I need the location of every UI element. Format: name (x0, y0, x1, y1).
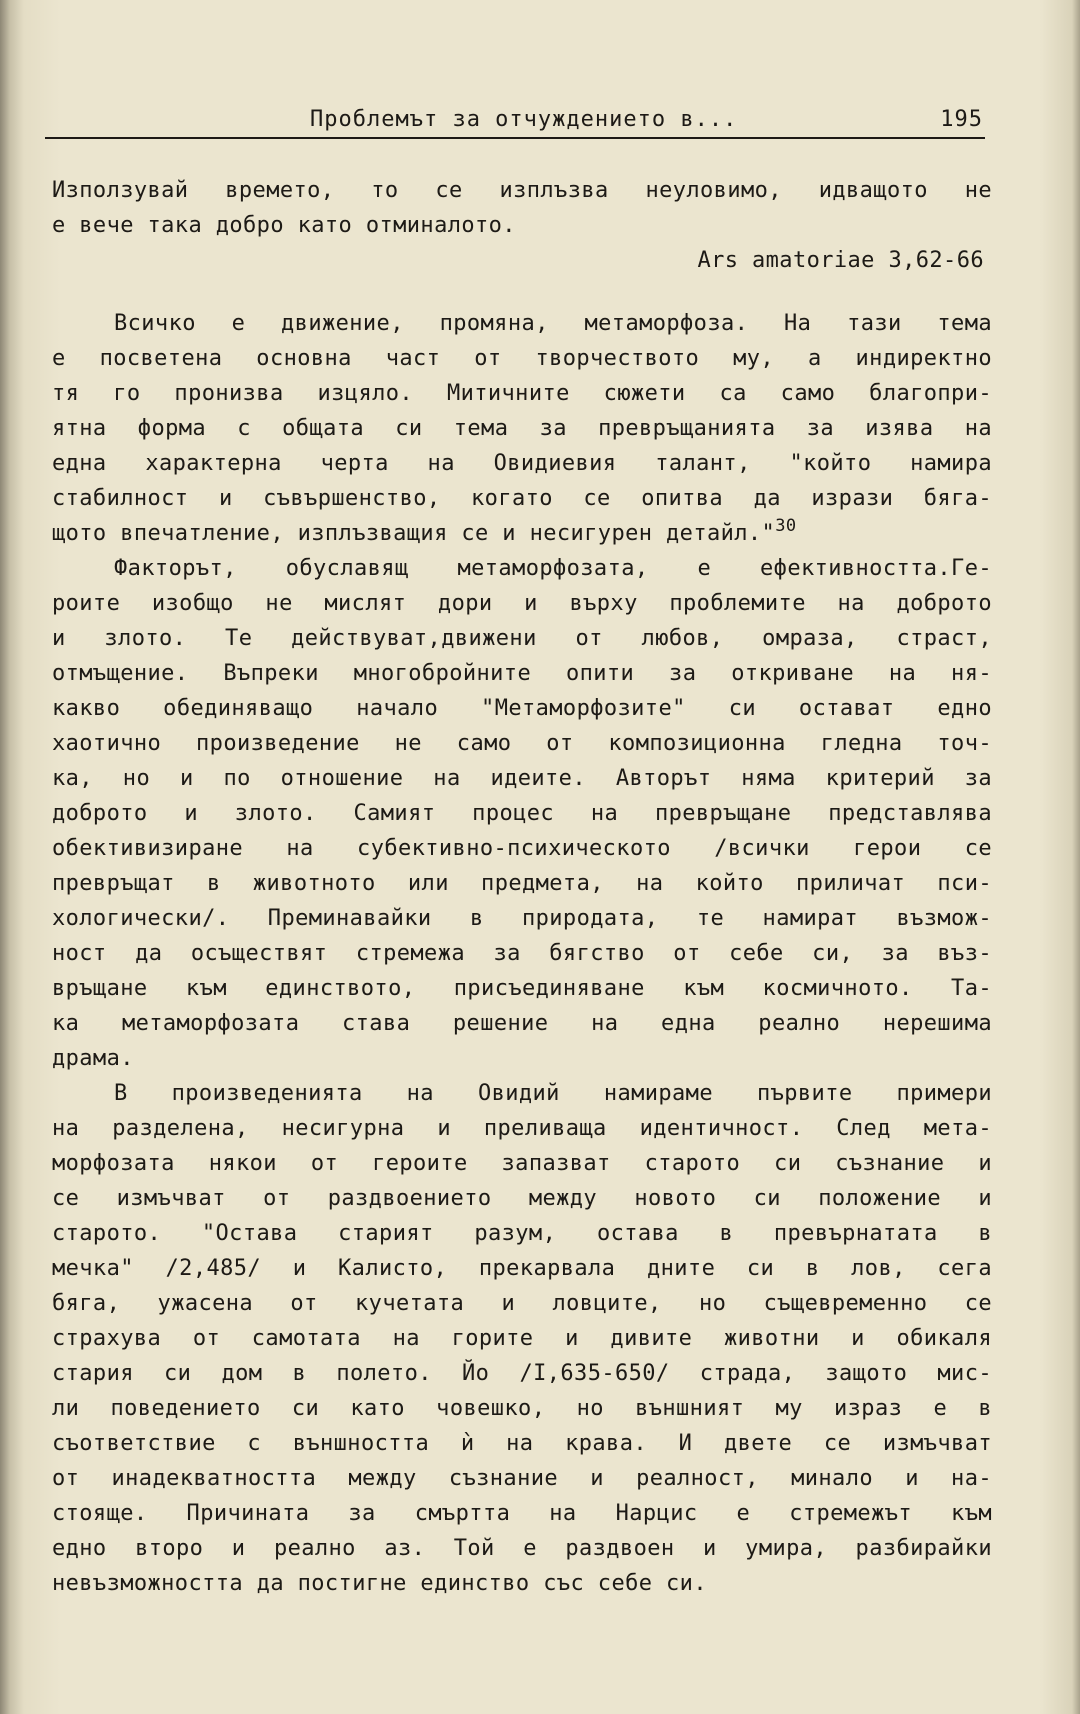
footnote-reference: 30 (775, 516, 797, 536)
paragraph-line: стария си дом в полето. Йо /I,635-650/ страда, защото мис- (52, 1361, 992, 1386)
paragraph-line: на разделена, несигурна и преливаща идентичност. След мета- (52, 1116, 992, 1141)
body-text (52, 173, 992, 1601)
paragraph-line: превръщат в животното или предмета, на който приличат пси- (52, 871, 992, 896)
paragraph-line: ли поведението си като човешко, но външният му израз е в (52, 1396, 992, 1421)
paragraph-line: страхува от самотата на горите и дивите животни и обикаля (52, 1326, 992, 1351)
paragraph-line: хологически/. Преминавайки в природата, те намират възмож- (52, 906, 992, 931)
paragraph-line (52, 516, 992, 551)
paragraph-line-text: щото впечатление, изплъзващия се и несигурен детайл." (52, 521, 776, 546)
paragraph-line: се измъчват от раздвоението между новото си положение и (52, 1186, 992, 1211)
header-rule (45, 137, 985, 139)
running-header (45, 103, 985, 139)
paragraph-line: ка, но и по отношение на идеите. Авторът няма критерий за (52, 766, 992, 791)
paragraph-line: съответствие с външността ѝ на крава. И двете се измъчват (52, 1431, 992, 1456)
paragraph-line: връщане към единството, присъединяване към космичното. Та- (52, 976, 992, 1001)
paragraph-line: какво обединяващо начало "Метаморфозите" си остават едно (52, 696, 992, 721)
quote-line: е вече така добро като отминалото. (52, 213, 516, 238)
paragraph-line: и злото. Те действуват,движени от любов, омраза, страст, (52, 626, 992, 651)
paragraph-line: ка метаморфозата става решение на една реално нерешима (52, 1011, 992, 1036)
paragraph-line: доброто и злото. Самият процес на превръщане представлява (52, 801, 992, 826)
paragraph-line: стояще. Причината за смъртта на Нарцис е стремежът към (52, 1501, 992, 1526)
quote-line: Използувай времето, то се изплъзва неуловимо, идващото не (52, 178, 992, 203)
paragraph-line: стабилност и съвършенство, когато се опитва да изрази бяга- (52, 486, 992, 511)
paragraph-line: едно второ и реално аз. Той е раздвоен и умира, разбирайки (52, 1536, 992, 1561)
paragraph-gap (52, 278, 992, 306)
paragraph-line: старото. "Остава старият разум, остава в превърнатата в (52, 1221, 992, 1246)
paragraph-line: Факторът, обуславящ метаморфозата, е ефективността.Ге- (114, 556, 992, 581)
paragraph-line: драма. (52, 1046, 134, 1071)
paragraph-line: е посветена основна част от творчеството му, а индиректно (52, 346, 992, 371)
paragraph-line: отмъщение. Въпреки многобройните опити за откриване на ня- (52, 661, 992, 686)
paragraph-line: бяга, ужасена от кучетата и ловците, но същевременно се (52, 1291, 992, 1316)
paragraph-line: В произведенията на Овидий намираме първите примери (114, 1081, 992, 1106)
paragraph-line: ност да осъществят стремежа за бягство от себе си, за въз- (52, 941, 992, 966)
paragraph-line: тя го пронизва изцяло. Митичните сюжети са само благопри- (52, 381, 992, 406)
paragraph-line: ятна форма с общата си тема за превръщанията за изява на (52, 416, 992, 441)
paragraph-line: Всичко е движение, промяна, метаморфоза. На тази тема (114, 311, 992, 336)
paragraph-line: невъзможността да постигне единство със себе си. (52, 1571, 707, 1596)
paragraph-line: една характерна черта на Овидиевия талант, "който намира (52, 451, 992, 476)
paragraph-line: мечка" /2,485/ и Калисто, прекарвала дните си в лов, сега (52, 1256, 992, 1281)
page-number: 195 (940, 107, 983, 132)
paragraph-line: роите изобщо не мислят дори и върху проблемите на доброто (52, 591, 992, 616)
paragraph-line: морфозата някои от героите запазват старото си съзнание и (52, 1151, 992, 1176)
quote-source: Ars amatoriae 3,62-66 (697, 248, 984, 273)
running-header-title: Проблемът за отчуждението в... (310, 107, 738, 132)
paragraph-line: хаотично произведение не само от композиционна гледна точ- (52, 731, 992, 756)
paragraph-line: от инадекватността между съзнание и реалност, минало и на- (52, 1466, 992, 1491)
paragraph-line: обективизиране на субективно-психическото /всички герои се (52, 836, 992, 861)
